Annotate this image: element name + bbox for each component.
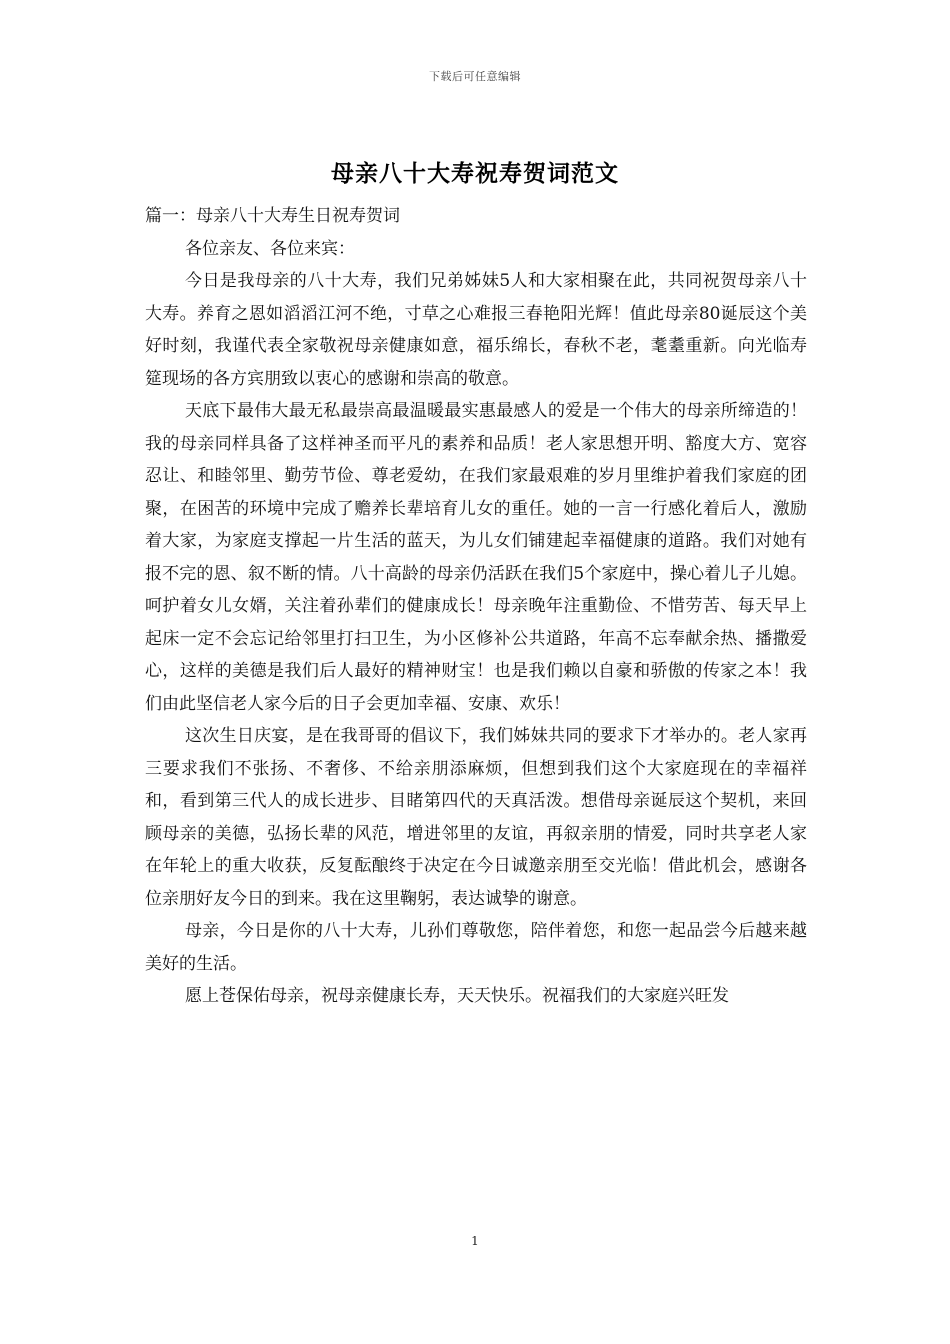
paragraph-5: 愿上苍保佑母亲，祝母亲健康长寿，天天快乐。祝福我们的大家庭兴旺发: [185, 986, 729, 1006]
paragraph-3: 这次生日庆宴，是在我哥哥的倡议下，我们姊妹共同的要求下才举办的。老人家再三要求我们不张扬、不奢侈、不给亲朋添麻烦，但想到我们这个大家庭现在的幸福祥和，看到第三代人的成长进步、目睹第四代的天真活泼。想借母亲诞辰这个契机，来回顾母亲的美德，弘扬长辈的风范，增进邻里的友谊，再叙亲朋的情爱，同时共享老人家在年轮上的重大收获，反复酝酿终于决定在今日诚邀亲朋至交光临！借此机会，感谢各位亲朋好友今日的到来。我在这里鞠躬，表达诚挚的谢意。: [145, 726, 807, 909]
greeting: 各位亲友、各位来宾：: [185, 238, 355, 259]
document-body: [145, 200, 807, 1013]
paragraph-4: 母亲，今日是你的八十大寿，儿孙们尊敬您，陪伴着您，和您一起品尝今后越来越美好的生活。: [145, 921, 807, 974]
paragraph-1: 今日是我母亲的八十大寿，我们兄弟姊妹5人和大家相聚在此，共同祝贺母亲八十大寿。养育之恩如滔滔江河不绝，寸草之心难报三春艳阳光辉！值此母亲80诞辰这个美好时刻，我谨代表全家敬祝母亲健康如意，福乐绵长，春秋不老，耄耋重新。向光临寿筵现场的各方宾朋致以衷心的感谢和崇高的敬意。: [145, 271, 807, 389]
page-header: 下载后可任意编辑: [429, 70, 521, 83]
section-heading: 篇一：母亲八十大寿生日祝寿贺词: [145, 206, 400, 226]
page-number: 1: [471, 1234, 479, 1248]
document-title: 母亲八十大寿祝寿贺词范文: [331, 160, 619, 187]
paragraph-2: 天底下最伟大最无私最崇高最温暖最实惠最感人的爱是一个伟大的母亲所缔造的！我的母亲同样具备了这样神圣而平凡的素养和品质！老人家思想开明、豁度大方、宽容忍让、和睦邻里、勤劳节俭、尊老爱幼，在我们家最艰难的岁月里维护着我们家庭的团聚，在困苦的环境中完成了赡养长辈培育儿女的重任。她的一言一行感化着后人，激励着大家，为家庭支撑起一片生活的蓝天，为儿女们铺建起幸福健康的道路。我们对她有报不完的恩、叙不断的情。八十高龄的母亲仍活跃在我们5个家庭中，操心着儿子儿媳。呵护着女儿女婿，关注着孙辈们的健康成长！母亲晚年注重勤俭、不惜劳苦、每天早上起床一定不会忘记给邻里打扫卫生，为小区修补公共道路，年高不忘奉献余热、播撒爱心，这样的美德是我们后人最好的精神财宝！也是我们赖以自豪和骄傲的传家之本！我们由此坚信老人家今后的日子会更加幸福、安康、欢乐！: [145, 401, 807, 714]
